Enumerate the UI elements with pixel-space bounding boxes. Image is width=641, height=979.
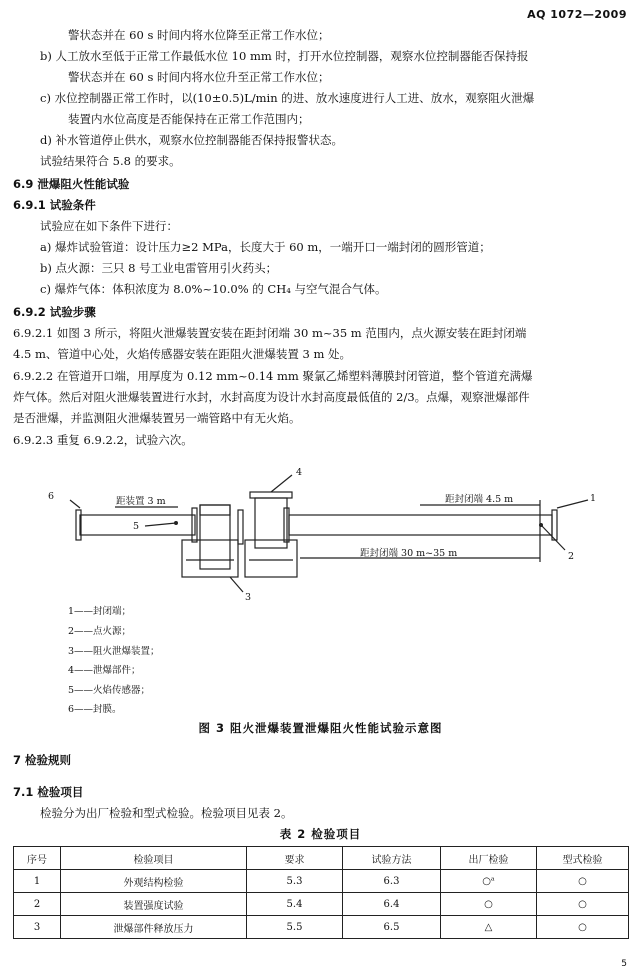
section-heading: 7 检验规则 xyxy=(13,753,72,767)
text-line: c) 水位控制器正常工作时，以(10±0.5)L/min 的进、放水速度进行人工进、放水，观察阻火泄爆 xyxy=(40,91,535,105)
text-line: 是否泄爆，并监测阻火泄爆装置另一端管路中有无火焰。 xyxy=(13,411,301,425)
text-line: 4.5 m、管道中心处，火焰传感器安装在距阻火泄爆装置 3 m 处。 xyxy=(13,347,352,361)
section-heading: 7.1 检验项目 xyxy=(13,785,84,799)
cell: 5.5 xyxy=(247,916,343,939)
callout-3: 3 xyxy=(245,592,252,603)
text-line: 6.9.2.1 如图 3 所示，将阻火泄爆装置安装在距封闭端 30 m~35 m 范围内，点火源安装在距封闭端 xyxy=(13,326,527,340)
dim-left-label: 距装置 3 m xyxy=(116,496,166,507)
cell: ○ᵃ xyxy=(441,870,537,893)
table-title: 表 2 检验项目 xyxy=(279,827,362,841)
text-line: 警状态并在 60 s 时间内将水位降至正常工作水位； xyxy=(68,28,330,42)
callout-6: 6 xyxy=(48,491,55,502)
legend-item: 5——火焰传感器； xyxy=(68,685,151,696)
cell: 6.5 xyxy=(343,916,441,939)
callout-2: 2 xyxy=(568,551,575,562)
section-heading: 6.9 泄爆阻火性能试验 xyxy=(13,177,130,191)
section-heading: 6.9.2 试验步骤 xyxy=(13,305,96,319)
table-header-row xyxy=(14,847,629,870)
cell: 5.4 xyxy=(247,893,343,916)
col-header: 出厂检验 xyxy=(441,847,537,870)
legend-item: 1——封闭端； xyxy=(68,606,132,617)
ignition-source xyxy=(539,523,543,527)
text-line: d) 补水管道停止供水，观察水位控制器能否保持报警状态。 xyxy=(40,133,344,147)
text-line: 试验应在如下条件下进行： xyxy=(40,219,178,233)
cell: ○ xyxy=(537,870,629,893)
dim-right-top-label: 距封闭端 4.5 m xyxy=(445,494,514,505)
legend-item: 2——点火源； xyxy=(68,626,132,637)
cell: 6.4 xyxy=(343,893,441,916)
cell: 2 xyxy=(14,893,61,916)
legend-item: 3——阻火泄爆装置； xyxy=(68,646,160,657)
standard-code: AQ 1072—2009 xyxy=(527,8,627,21)
cell: 1 xyxy=(14,870,61,893)
page-number: 5 xyxy=(621,959,627,969)
section-heading: 6.9.1 试验条件 xyxy=(13,198,96,212)
cell: 装置强度试验 xyxy=(61,893,247,916)
cell: ○ xyxy=(537,916,629,939)
text-line: 6.9.2.2 在管道开口端，用厚度为 0.12 mm~0.14 mm 聚氯乙烯塑料薄膜封闭管道，整个管道充满爆 xyxy=(13,369,533,383)
table-row xyxy=(14,870,629,893)
cell: 5.3 xyxy=(247,870,343,893)
test-diagram xyxy=(0,460,641,610)
cell: 外观结构检验 xyxy=(61,870,247,893)
text-line: c) 爆炸气体：体积浓度为 8.0%~10.0% 的 CH₄ 与空气混合气体。 xyxy=(40,282,387,296)
text-line: 炸气体。然后对阻火泄爆装置进行水封，水封高度为设计水封高度最低值的 2/3。点爆，观察泄爆部件 xyxy=(13,390,530,404)
dim-right-bottom-label: 距封闭端 30 m~35 m xyxy=(360,548,458,559)
col-header: 要求 xyxy=(247,847,343,870)
cell: 3 xyxy=(14,916,61,939)
flame-sensor xyxy=(174,521,178,525)
callout-5: 5 xyxy=(133,521,140,532)
col-header: 序号 xyxy=(14,847,61,870)
cell: ○ xyxy=(441,893,537,916)
table-row xyxy=(14,893,629,916)
text-line: 试验结果符合 5.8 的要求。 xyxy=(40,154,181,168)
text-line: 警状态并在 60 s 时间内将水位升至正常工作水位； xyxy=(68,70,330,84)
inspection-table xyxy=(13,846,629,939)
col-header: 检验项目 xyxy=(61,847,247,870)
cell: 泄爆部件释放压力 xyxy=(61,916,247,939)
cell: 6.3 xyxy=(343,870,441,893)
col-header: 型式检验 xyxy=(537,847,629,870)
figure-caption: 图 3 阻火泄爆装置泄爆阻火性能试验示意图 xyxy=(198,721,443,735)
text-line: 检验分为出厂检验和型式检验。检验项目见表 2。 xyxy=(40,806,293,820)
legend-item: 6——封膜。 xyxy=(68,704,122,715)
text-line: b) 点火源：三只 8 号工业电雷管用引火药头； xyxy=(40,261,278,275)
cell: ○ xyxy=(537,893,629,916)
closed-end xyxy=(552,510,557,540)
burst-part xyxy=(250,492,292,498)
cell: △ xyxy=(441,916,537,939)
text-line: a) 爆炸试验管道：设计压力≥2 MPa，长度大于 60 m，一端开口一端封闭的圆形管道； xyxy=(40,240,491,254)
callout-1: 1 xyxy=(590,493,597,504)
right-pipe xyxy=(289,515,552,535)
text-line: b) 人工放水至低于正常工作最低水位 10 mm 时，打开水位控制器，观察水位控制器能否保持报 xyxy=(40,49,529,63)
text-line: 6.9.2.3 重复 6.9.2.2，试验六次。 xyxy=(13,433,193,447)
table-row xyxy=(14,916,629,939)
text-line: 装置内水位高度是否能保持在正常工作范围内； xyxy=(68,112,310,126)
legend-item: 4——泄爆部件； xyxy=(68,665,141,676)
col-header: 试验方法 xyxy=(343,847,441,870)
callout-4: 4 xyxy=(296,467,303,478)
